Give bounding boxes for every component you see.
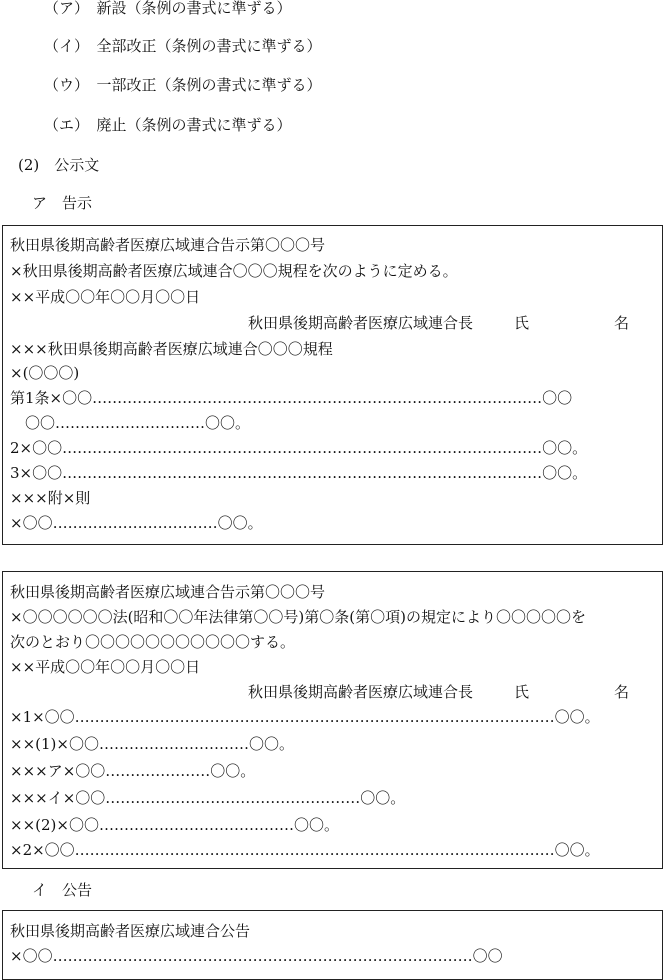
notice-title: 秋田県後期高齢者医療広域連合公告 (10, 922, 251, 940)
clause-item: ×××ア×〇〇…………………〇〇。 (10, 762, 256, 780)
list-item: （ウ） 一部改正（条例の書式に準ずる） (44, 76, 322, 94)
list-item: （ア） 新設（条例の書式に準ずる） (44, 0, 292, 17)
notice-date: ××平成〇〇年〇〇月〇〇日 (10, 658, 201, 676)
rule-caption: ×(〇〇〇) (10, 364, 80, 382)
supplementary-body: ×〇〇……………………………〇〇。 (10, 514, 263, 532)
signer-title: 秋田県後期高齢者医療広域連合長 (248, 683, 474, 701)
notice-body-line: ×〇〇…………………………………………………………………………〇〇 (10, 947, 503, 965)
section-heading: (2) 公示文 (18, 156, 100, 174)
notice-title: 秋田県後期高齢者医療広域連合告示第〇〇〇号 (10, 236, 326, 254)
subsection-heading: ア 告示 (32, 194, 93, 212)
signer-surname: 氏 (514, 683, 530, 701)
article-1-continued: 〇〇…………………………〇〇。 (10, 414, 251, 432)
signer-given-name: 名 (614, 314, 630, 332)
article-1: 第1条×〇〇………………………………………………………………………………〇〇 (10, 389, 573, 407)
notice-title: 秋田県後期高齢者医療広域連合告示第〇〇〇号 (10, 583, 326, 601)
clause-item: ×1×〇〇……………………………………………………………………………………〇〇。 (10, 708, 600, 726)
notice-intro: ×秋田県後期高齢者医療広域連合〇〇〇規程を次のように定める。 (10, 262, 458, 280)
list-item: （イ） 全部改正（条例の書式に準ずる） (44, 37, 322, 55)
signer-given-name: 名 (614, 683, 630, 701)
signer-surname: 氏 (514, 314, 530, 332)
list-item: （エ） 廃止（条例の書式に準ずる） (44, 116, 292, 134)
clause-item: ×2×〇〇……………………………………………………………………………………〇〇。 (10, 841, 600, 859)
clause-item: ×××イ×〇〇……………………………………………〇〇。 (10, 789, 406, 807)
subsection-heading: イ 公告 (32, 881, 93, 899)
signer-title: 秋田県後期高齢者医療広域連合長 (248, 314, 474, 332)
rule-title: ×××秋田県後期高齢者医療広域連合〇〇〇規程 (10, 340, 333, 358)
article-paragraph-2: 2×〇〇……………………………………………………………………………………〇〇。 (10, 439, 588, 457)
supplementary-heading: ×××附×則 (10, 489, 91, 507)
article-paragraph-3: 3×〇〇……………………………………………………………………………………〇〇。 (10, 464, 588, 482)
notice-body-line: ×〇〇〇〇〇〇法(昭和〇〇年法律第〇〇号)第〇条(第〇項)の規定により〇〇〇〇〇を (10, 608, 586, 626)
clause-item: ××(2)×〇〇…………………………………〇〇。 (10, 816, 339, 834)
notice-body-line: 次のとおり〇〇〇〇〇〇〇〇〇〇〇する。 (10, 633, 296, 651)
clause-item: ××(1)×〇〇…………………………〇〇。 (10, 735, 294, 753)
notice-date: ××平成〇〇年〇〇月〇〇日 (10, 288, 201, 306)
